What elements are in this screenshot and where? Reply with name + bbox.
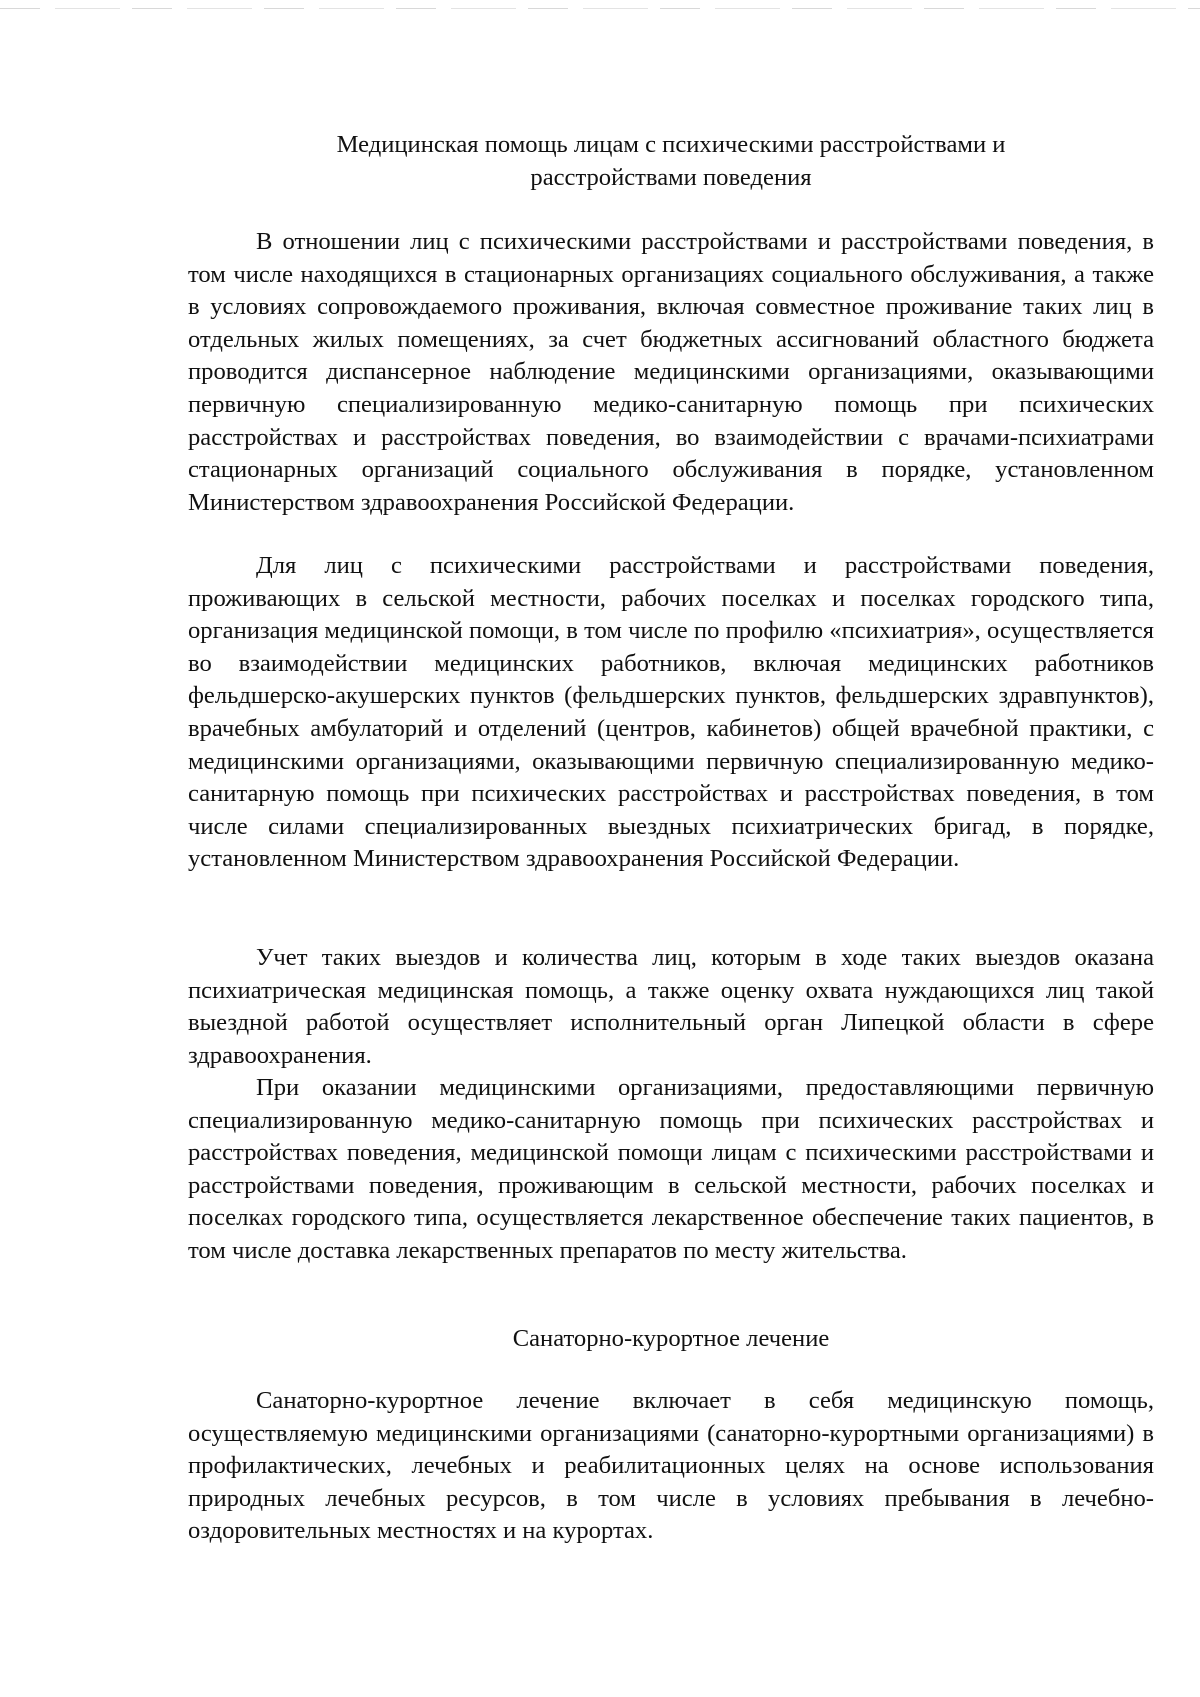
paragraph-rural-psychiatric-care: Для лиц с психическими расстройствами и расстройствами поведения, проживающих в сельской местности, рабочих поселках и поселках городского типа, организация медицинской помощи, в том числе по профилю «психиатрия», осуществляется во взаимодействии медицинских работников, включая медицинских работников фельдшерско-акушерских пунктов (фельдшерских пунктов, фельдшерских здравпунктов), врачебных амбулаторий и отделений (центров, кабинетов) общей врачебной практики, с медицинскими организациями, оказывающими первичную специализированную медико-санитарную помощь при психических расстройствах и расстройствах поведения, в том числе силами специализированных выездных психиатрических бригад, в порядке, установленном Министерством здравоохранения Российской Федерации.: [188, 552, 1154, 873]
paragraph-sanatorium-treatment: Санаторно-курортное лечение включает в себя медицинскую помощь, осуществляемую медицинскими организациями (санаторно-курортными организациями) в профилактических, лечебных и реабилитационных целях на основе использования природных лечебных ресурсов, в том числе в условиях пребывания в лечебно-оздоровительных местностях и на курортах.: [188, 1387, 1154, 1545]
paragraph-dispensary-observation: В отношении лиц с психическими расстройствами и расстройствами поведения, в том числе находящихся в стационарных организациях социального обслуживания, а также в условиях сопровождаемого проживания, включая совместное проживание таких лиц в отдельных жилых помещениях, за счет бюджетных ассигнований областного бюджета проводится диспансерное наблюдение медицинскими организациями, оказывающими первичную специализированную медико-санитарную помощь при психических расстройствах и расстройствах поведения, во взаимодействии с врачами-психиатрами стационарных организаций социального обслуживания в порядке, установленном Министерством здравоохранения Российской Федерации.: [188, 228, 1154, 516]
section-title-mental-health: [188, 128, 1154, 194]
section-title-sanatorium-treatment: Санаторно-курортное лечение: [512, 1325, 830, 1352]
section-title-line-2: расстройствами поведения: [530, 164, 812, 191]
paragraph-drug-supply: При оказании медицинскими организациями, предоставляющими первичную специализированную медико-санитарную помощь при психических расстройствах и расстройствах поведения, медицинской помощи лицам с психическими расстройствами и расстройствами поведения, проживающим в сельской местности, рабочих поселках и поселках городского типа, осуществляется лекарственное обеспечение таких пациентов, в том числе доставка лекарственных препаратов по месту жительства.: [188, 1074, 1154, 1264]
paragraph-visit-accounting: Учет таких выездов и количества лиц, которым в ходе таких выездов оказана психиатрическая медицинская помощь, а также оценку охвата нуждающихся лиц такой выездной работой осуществляет исполнительный орган Липецкой области в сфере здравоохранения.: [188, 944, 1154, 1069]
section-title-line-1: Медицинская помощь лицам с психическими расстройствами и: [336, 131, 1006, 158]
